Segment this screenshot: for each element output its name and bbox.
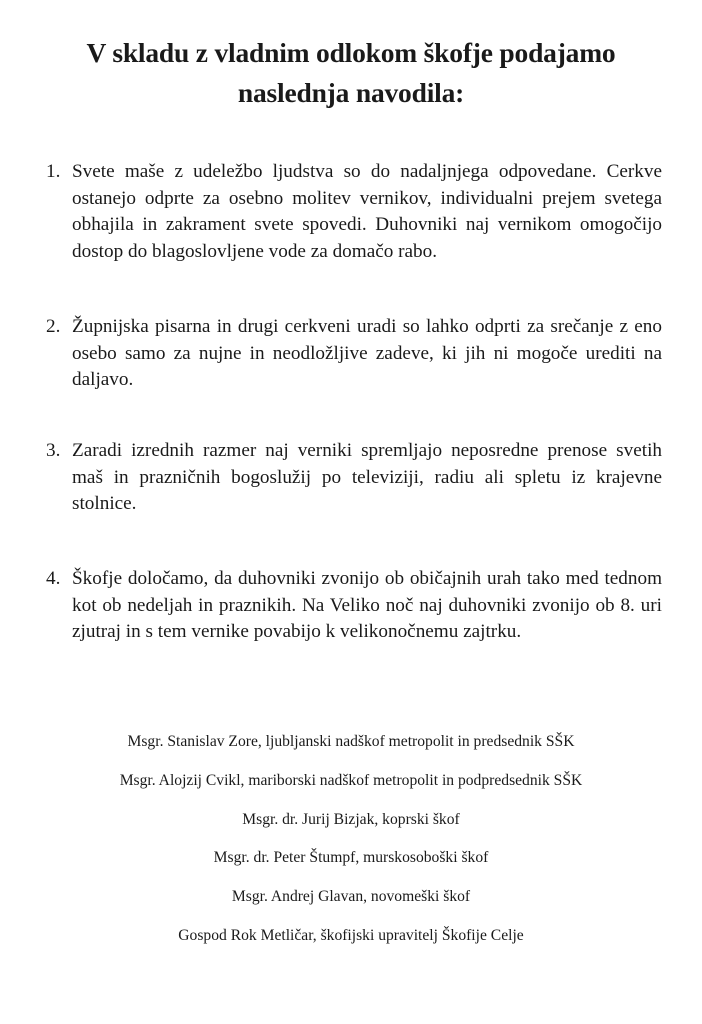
signature-line: Msgr. dr. Peter Štumpf, murskosoboški škof [213, 849, 489, 867]
item-number: 1. [46, 161, 61, 182]
item-number: 4. [46, 568, 61, 589]
item-text: Zaradi izrednih razmer naj verniki spremljajo neposredne prenose svetih maš in prazničnih bogoslužij po televiziji, radiu ali spletu iz krajevne stolnice. [72, 440, 662, 515]
signature-line: Msgr. dr. Jurij Bizjak, koprski škof [242, 810, 460, 828]
item-number: 2. [46, 316, 61, 337]
list-item-1 [46, 159, 662, 266]
title-line-1: V skladu z vladnim odlokom škofje podajamo [86, 37, 616, 68]
title-line-2: naslednja navodila: [237, 77, 465, 108]
document-title [40, 33, 662, 113]
item-number: 3. [46, 440, 61, 461]
item-text: Svete maše z udeležbo ljudstva so do nadaljnjega odpovedane. Cerkve ostanejo odprte za osebno molitev vernikov, individualni prejem svetega obhajila in zakrament svete spovedi. Duhovniki naj vernikom omogočijo dostop do blagoslovljene vode za domačo rabo. [72, 161, 662, 263]
signature-line: Gospod Rok Metličar, škofijski upravitelj Škofije Celje [178, 926, 524, 944]
signature-block [40, 732, 662, 965]
signature-line: Msgr. Andrej Glavan, novomeški škof [231, 888, 471, 906]
list-item-3 [46, 438, 662, 518]
list-item-2 [46, 314, 662, 394]
signature-line: Msgr. Stanislav Zore, ljubljanski nadškof metropolit in predsednik SŠK [127, 733, 575, 750]
item-text: Škofje določamo, da duhovniki zvonijo ob običajnih urah tako med tednom kot ob nedeljah in praznikih. Na Veliko noč naj duhovniki zvonijo ob 8. uri zjutraj in s tem vernike povabijo k velikonočnemu zajtrku. [72, 568, 662, 643]
list-item-4 [46, 566, 662, 646]
signature-line: Msgr. Alojzij Cvikl, mariborski nadškof metropolit in podpredsednik SŠK [119, 771, 583, 789]
item-text: Župnijska pisarna in drugi cerkveni uradi so lahko odprti za srečanje z eno osebo samo za nujne in neodložljive zadeve, ki jih ni mogoče urediti na daljavo. [72, 316, 662, 391]
